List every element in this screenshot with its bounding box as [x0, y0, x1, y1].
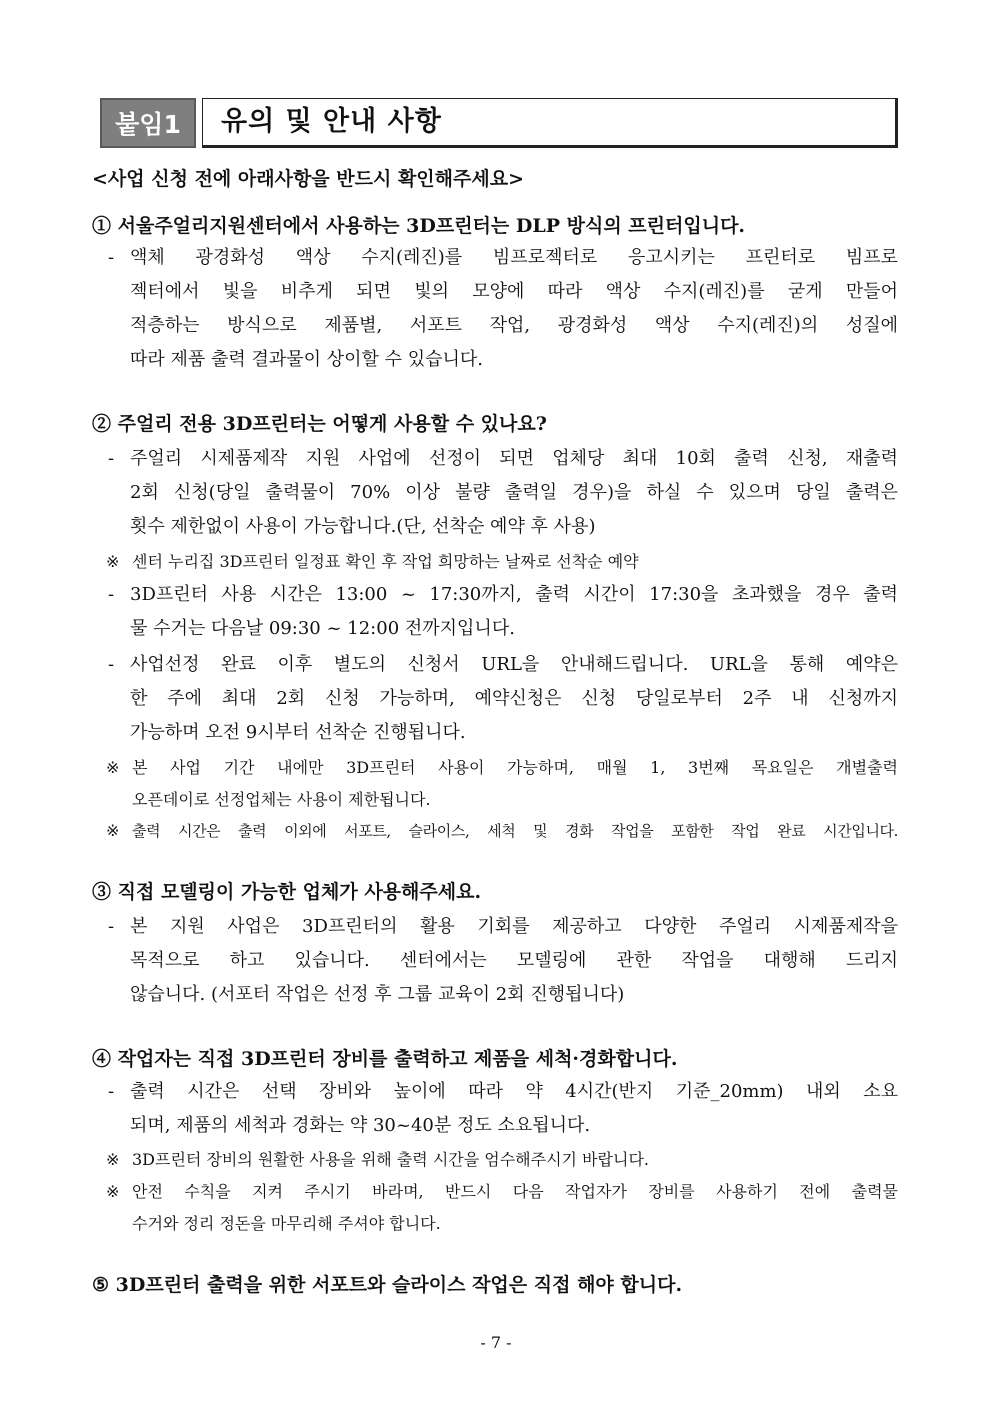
- paragraph-line: 3D프린터 사용 시간은 13:00 ~ 17:30까지, 출력 시간이 17:30을 초과했을 경우 출력: [130, 584, 898, 605]
- section-2-heading: ② 주얼리 전용 3D프린터는 어떻게 사용할 수 있나요?: [92, 413, 547, 435]
- note-mark: ※: [106, 1182, 120, 1201]
- section-4-paragraph: [108, 1075, 898, 1143]
- section-header: [100, 98, 898, 148]
- bullet-dash: -: [108, 916, 115, 937]
- bullet-dash: -: [108, 247, 115, 268]
- section-2-note-2: [106, 752, 898, 816]
- bullet-dash: -: [108, 654, 115, 675]
- section-2-note-1: [106, 546, 898, 578]
- section-2-paragraph-1: [108, 442, 898, 544]
- section-5-heading: ⑤ 3D프린터 출력을 위한 서포트와 슬라이스 작업은 직접 해야 합니다.: [92, 1274, 683, 1296]
- note-line: 오픈데이로 선정업체는 사용이 제한됩니다.: [132, 790, 431, 809]
- note-mark: ※: [106, 552, 120, 571]
- page-number: - 7 -: [480, 1333, 512, 1352]
- paragraph-line: 적층하는 방식으로 제품별, 서포트 작업, 광경화성 액상 수지(레진)의 성질에: [130, 315, 898, 336]
- section-4-heading: ④ 작업자는 직접 3D프린터 장비를 출력하고 제품을 세척·경화합니다.: [92, 1048, 678, 1070]
- section-2-paragraph-2: [108, 578, 898, 646]
- paragraph-line: 젝터에서 빛을 비추게 되면 빛의 모양에 따라 액상 수지(레진)를 굳게 만들어: [130, 281, 898, 302]
- note-mark: ※: [106, 821, 120, 840]
- paragraph-line: 목적으로 하고 있습니다. 센터에서는 모델링에 관한 작업을 대행해 드리지: [130, 950, 898, 971]
- section-2-note-3: [106, 815, 898, 847]
- paragraph-line: 사업선정 완료 이후 별도의 신청서 URL을 안내해드립니다. URL을 통해 예약은: [130, 654, 898, 675]
- section-4-note-1: [106, 1144, 898, 1176]
- paragraph-line: 물 수거는 다음날 09:30 ~ 12:00 전까지입니다.: [130, 618, 515, 639]
- note-line: 안전 수칙을 지켜 주시기 바라며, 반드시 다음 작업자가 장비를 사용하기 전에 출력물: [132, 1182, 898, 1201]
- section-4-note-2: [106, 1176, 898, 1240]
- paragraph-line: 않습니다. (서포터 작업은 선정 후 그룹 교육이 2회 진행됩니다): [130, 984, 625, 1005]
- note-mark: ※: [106, 758, 120, 777]
- paragraph-line: 본 지원 사업은 3D프린터의 활용 기회를 제공하고 다양한 주얼리 시제품제작을: [130, 916, 898, 937]
- bullet-dash: -: [108, 448, 115, 469]
- note-line: 본 사업 기간 내에만 3D프린터 사용이 가능하며, 매월 1, 3번째 목요일은 개별출력: [132, 758, 898, 777]
- bullet-dash: -: [108, 584, 115, 605]
- bullet-dash: -: [108, 1081, 115, 1102]
- note-mark: ※: [106, 1150, 120, 1169]
- section-1-heading: ① 서울주얼리지원센터에서 사용하는 3D프린터는 DLP 방식의 프린터입니다.: [92, 215, 746, 237]
- section-3-heading: ③ 직접 모델링이 가능한 업체가 사용해주세요.: [92, 881, 482, 903]
- section-1-paragraph: [108, 241, 898, 377]
- paragraph-line: 출력 시간은 선택 장비와 높이에 따라 약 4시간(반지 기준_20mm) 내외 소요: [130, 1081, 898, 1102]
- paragraph-line: 주얼리 시제품제작 지원 사업에 선정이 되면 업체당 최대 10회 출력 신청, 재출력: [130, 448, 898, 469]
- note-line: 센터 누리집 3D프린터 일정표 확인 후 작업 희망하는 날짜로 선착순 예약: [132, 552, 639, 571]
- page-title: 유의 및 안내 사항: [202, 98, 898, 148]
- paragraph-line: 2회 신청(당일 출력물이 70% 이상 불량 출력일 경우)을 하실 수 있으며 당일 출력은: [130, 482, 898, 503]
- attachment-badge: 붙임1: [100, 98, 196, 148]
- note-line: 3D프린터 장비의 원활한 사용을 위해 출력 시간을 엄수해주시기 바랍니다.: [132, 1150, 650, 1169]
- paragraph-line: 따라 제품 출력 결과물이 상이할 수 있습니다.: [130, 349, 484, 370]
- note-line: 출력 시간은 출력 이외에 서포트, 슬라이스, 세척 및 경화 작업을 포함한 작업 완료 시간입니다.: [132, 822, 898, 840]
- note-line: 수거와 정리 정돈을 마무리해 주셔야 합니다.: [132, 1214, 441, 1233]
- paragraph-line: 한 주에 최대 2회 신청 가능하며, 예약신청은 신청 당일로부터 2주 내 신청까지: [130, 688, 898, 709]
- paragraph-line: 되며, 제품의 세척과 경화는 약 30~40분 정도 소요됩니다.: [130, 1115, 591, 1136]
- intro-notice: <사업 신청 전에 아래사항을 반드시 확인해주세요>: [92, 168, 524, 190]
- paragraph-line: 액체 광경화성 액상 수지(레진)를 빔프로젝터로 응고시키는 프린터로 빔프로: [130, 247, 898, 268]
- section-2-paragraph-3: [108, 648, 898, 750]
- section-3-paragraph: [108, 910, 898, 1012]
- paragraph-line: 가능하며 오전 9시부터 선착순 진행됩니다.: [130, 722, 466, 743]
- paragraph-line: 횟수 제한없이 사용이 가능합니다.(단, 선착순 예약 후 사용): [130, 516, 596, 537]
